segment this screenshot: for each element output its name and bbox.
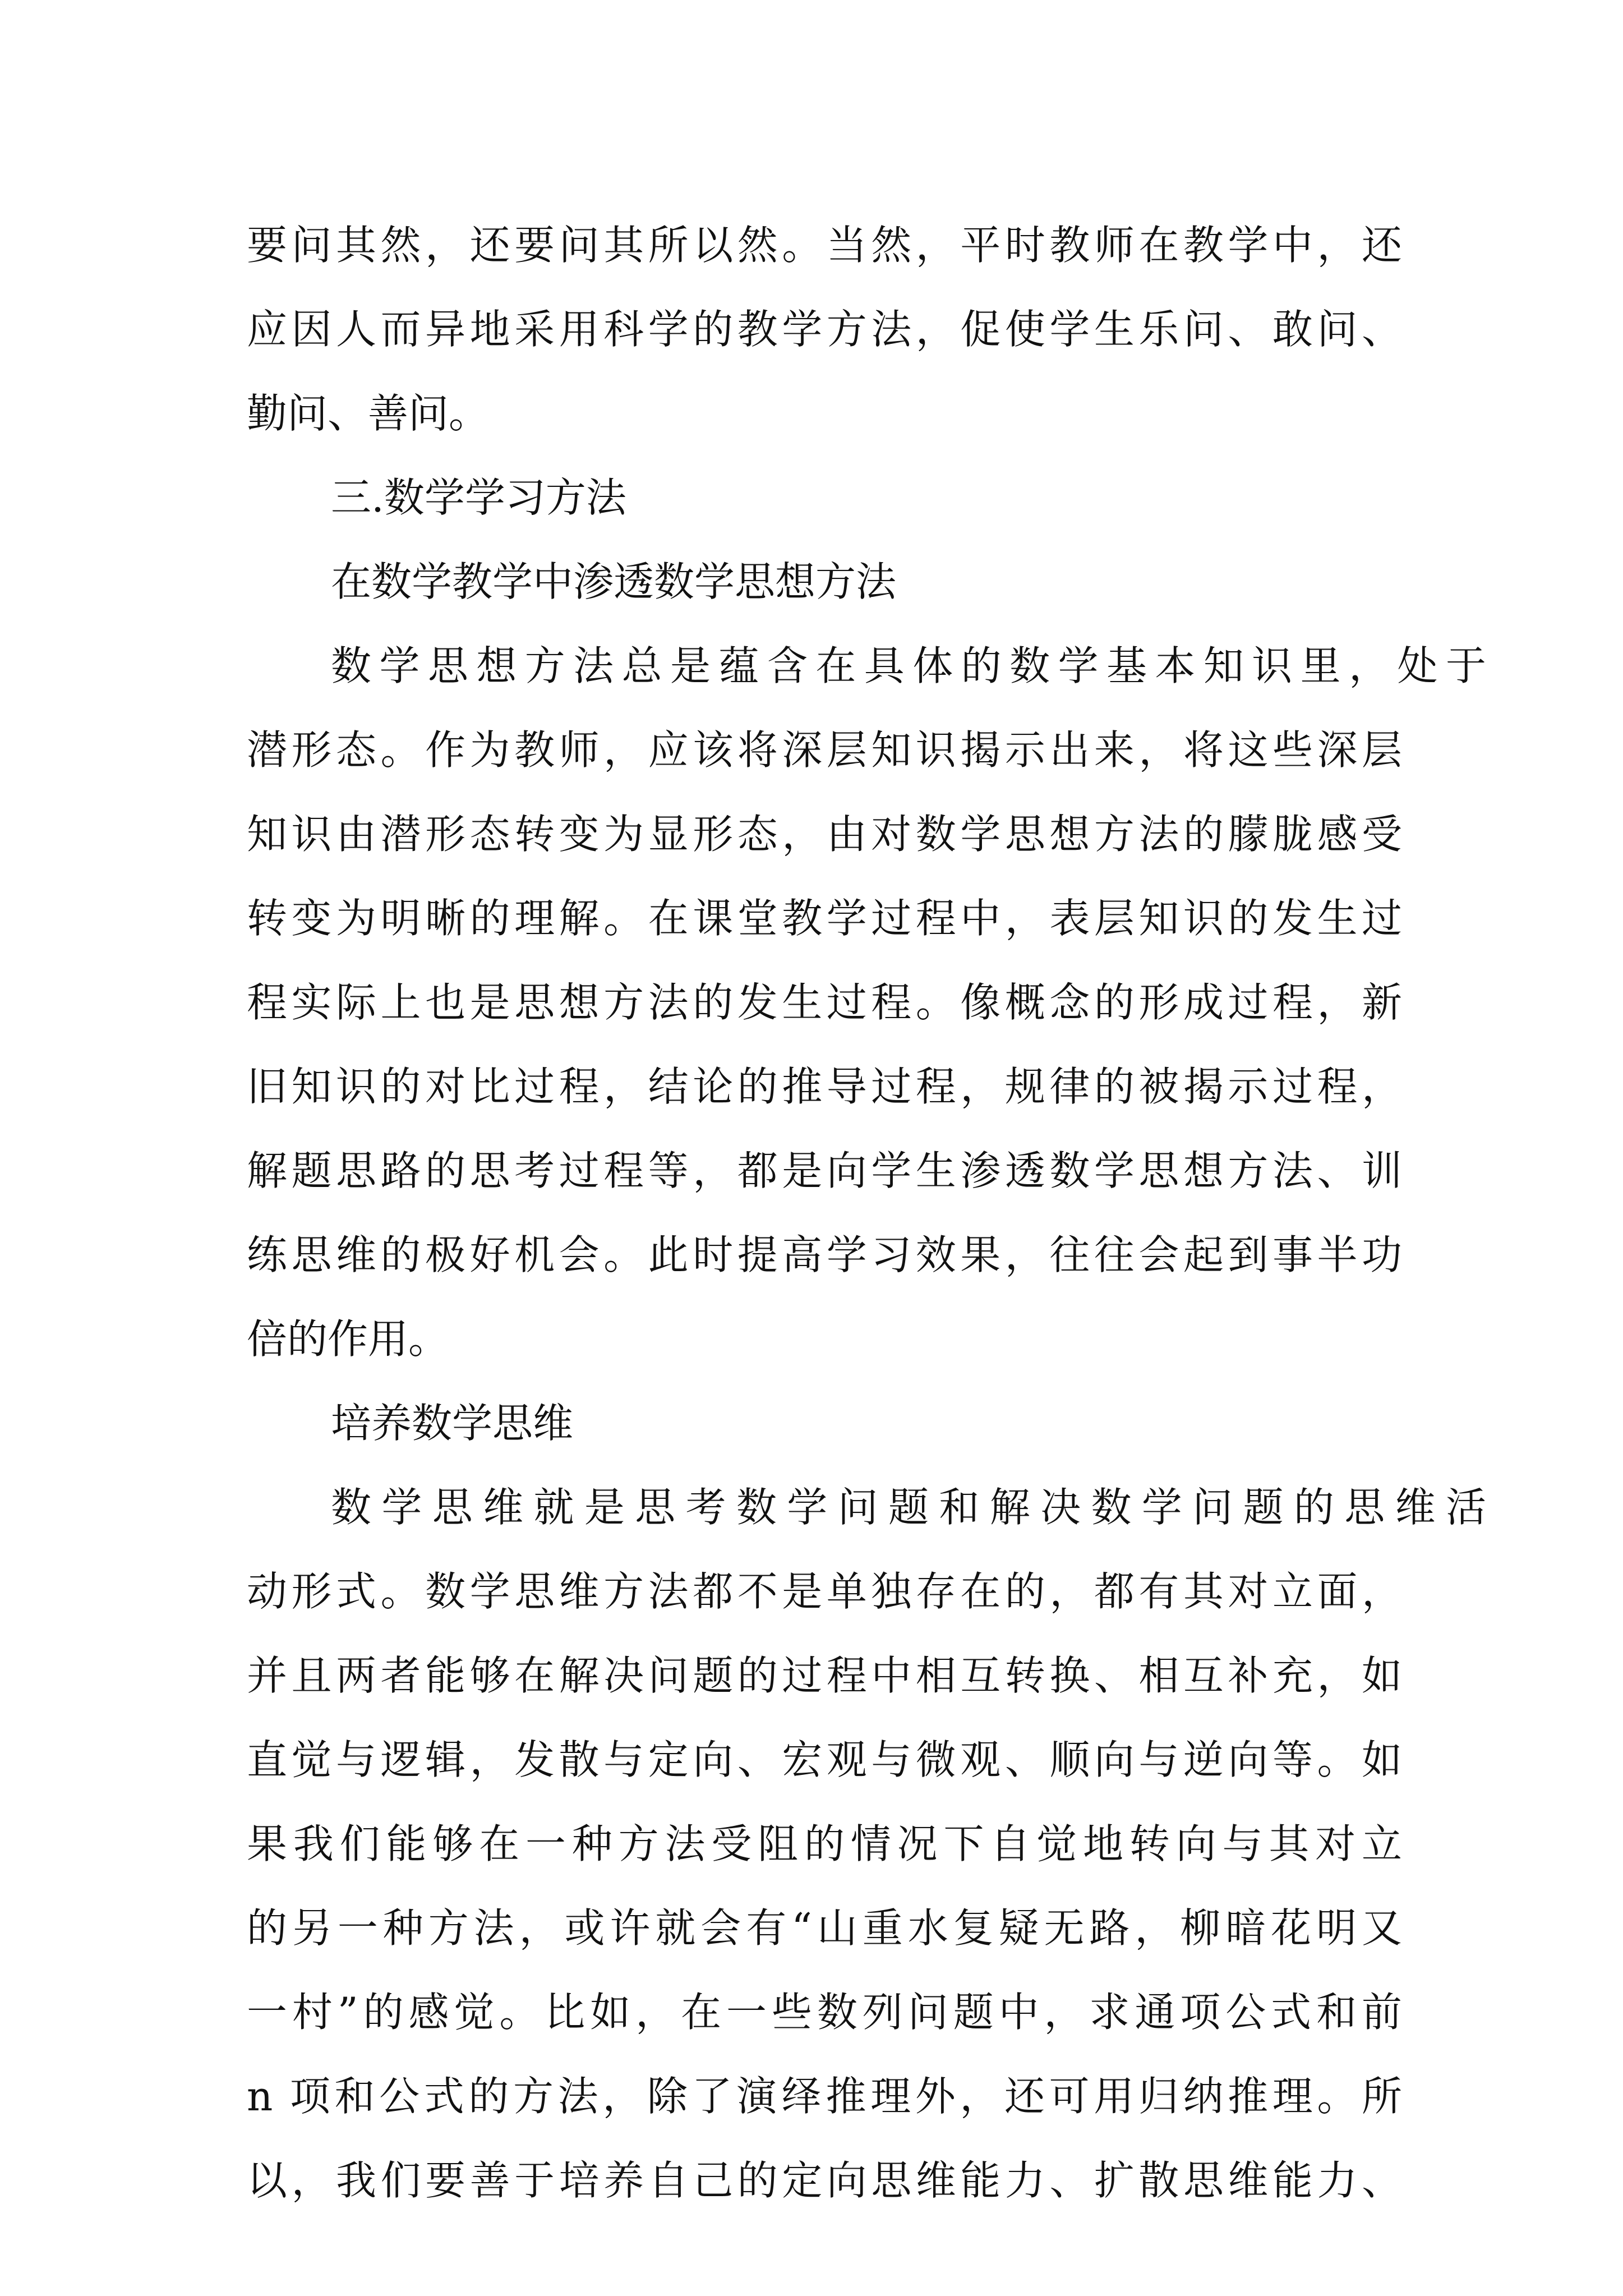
text-line: 以，我们要善于培养自己的定向思维能力、扩散思维能力、 [247, 2157, 1402, 2204]
text-line: 解题思路的思考过程等，都是向学生渗透数学思想方法、训 [247, 1147, 1402, 1194]
text-line: 应因人而异地采用科学的教学方法，促使学生乐问、敢问、 [247, 306, 1402, 353]
text-line: 要问其然，还要问其所以然。当然，平时教师在教学中，还 [247, 222, 1402, 269]
text-line: n 项和公式的方法，除了演绎推理外，还可用归纳推理。所 [247, 2073, 1402, 2120]
text-line: 潜形态。作为教师，应该将深层知识揭示出来，将这些深层 [247, 726, 1402, 774]
text-line: 程实际上也是思想方法的发生过程。像概念的形成过程，新 [247, 979, 1402, 1026]
text-line: 一村”的感觉。比如，在一些数列问题中，求通项公式和前 [247, 1989, 1402, 2036]
text-line: 并且两者能够在解决问题的过程中相互转换、相互补充，如 [247, 1652, 1402, 1699]
text-line: 转变为明晰的理解。在课堂教学过程中，表层知识的发生过 [247, 895, 1402, 942]
text-line: 旧知识的对比过程，结论的推导过程，规律的被揭示过程， [247, 1063, 1402, 1110]
text-line: 的另一种方法，或许就会有“山重水复疑无路，柳暗花明又 [247, 1904, 1402, 1952]
subheading: 在数学教学中渗透数学思想方法 [331, 558, 897, 605]
text-line: 知识由潜形态转变为显形态，由对数学思想方法的朦胧感受 [247, 811, 1402, 858]
text-line: 练思维的极好机会。此时提高学习效果，往往会起到事半功 [247, 1231, 1402, 1278]
section-heading: 三.数学学习方法 [331, 474, 626, 521]
text-line: 数学思想方法总是蕴含在具体的数学基本知识里，处于 [331, 642, 1486, 689]
subheading: 培养数学思维 [331, 1400, 574, 1447]
text-line: 倍的作用。 [247, 1315, 449, 1363]
text-line: 直觉与逻辑，发散与定向、宏观与微观、顺向与逆向等。如 [247, 1736, 1402, 1783]
text-line: 果我们能够在一种方法受阻的情况下自觉地转向与其对立 [247, 1820, 1402, 1867]
text-line: 勤问、善问。 [247, 390, 490, 437]
text-line: 数学思维就是思考数学问题和解决数学问题的思维活 [331, 1484, 1486, 1531]
text-line: 动形式。数学思维方法都不是单独存在的，都有其对立面， [247, 1568, 1402, 1615]
